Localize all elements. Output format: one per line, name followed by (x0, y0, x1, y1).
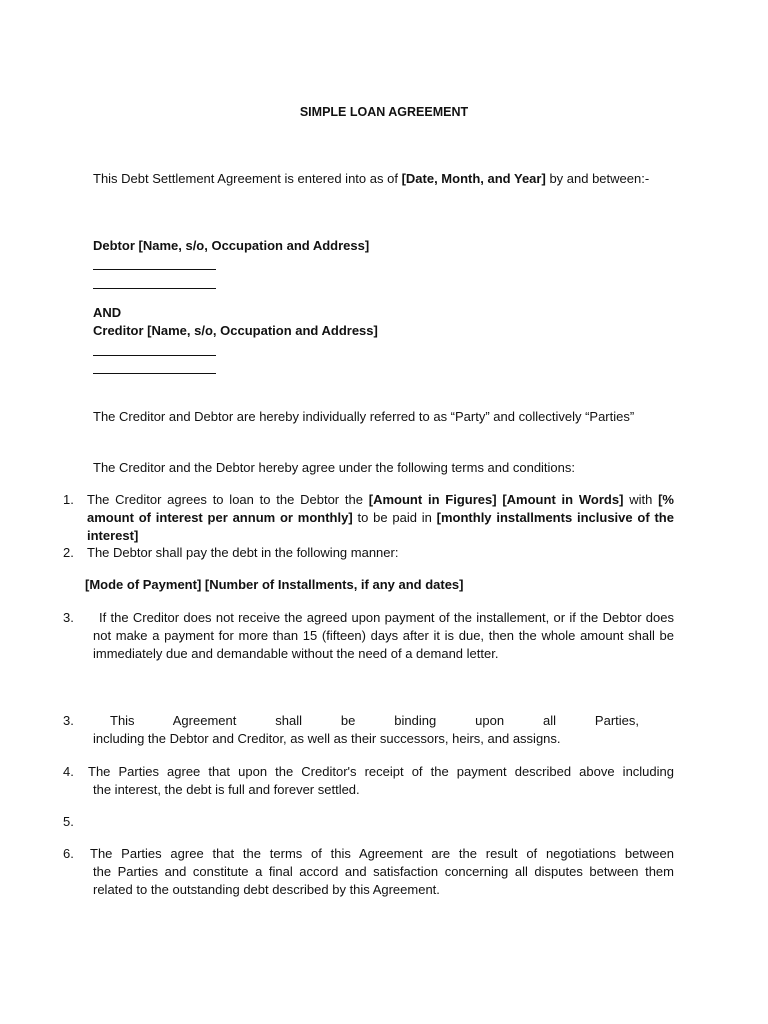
item-2-number: 2. (63, 545, 74, 560)
item-4-number: 4. (63, 764, 74, 779)
item-3b-line-2: including the Debtor and Creditor, as well as their successors, heirs, and assigns. (93, 731, 561, 746)
item-2-text: The Debtor shall pay the debt in the following manner: (87, 545, 399, 560)
item-5-number: 5. (63, 814, 74, 829)
item-6-line-1: The Parties agree that the terms of this Agreement are the result of negotiations between (90, 846, 674, 861)
amount-placeholder: [Amount in Figures] [Amount in Words] (368, 492, 624, 507)
debtor-line-2 (93, 288, 216, 289)
item-3b-number: 3. (63, 713, 74, 728)
interest-placeholder: [% amount of interest per annum or monthly] (87, 492, 674, 525)
creditor-line-2 (93, 373, 216, 374)
debtor-label: Debtor [Name, s/o, Occupation and Address] (93, 238, 370, 253)
date-placeholder: [Date, Month, and Year] (401, 171, 546, 186)
item-3b-line-1: This Agreement shall be binding upon all Parties, (110, 713, 639, 728)
and-label: AND (93, 305, 122, 320)
item-1-number: 1. (63, 492, 74, 507)
intro-text-before: This Debt Settlement Agreement is entered into as of (93, 171, 398, 186)
installment-placeholder: [monthly installments inclusive of the interest] (87, 510, 674, 543)
party-definition: The Creditor and Debtor are hereby individually referred to as “Party” and collectively “Parties” (93, 409, 635, 424)
intro-text-after: by and between:- (549, 171, 650, 186)
item-3-number: 3. (63, 610, 74, 625)
item-4-line-2: the interest, the debt is full and forever settled. (93, 782, 360, 797)
payment-mode-placeholder: [Mode of Payment] [Number of Installments, if any and dates] (85, 577, 464, 592)
agree-terms: The Creditor and the Debtor hereby agree under the following terms and conditions: (93, 460, 576, 475)
document-title: SIMPLE LOAN AGREEMENT (299, 105, 469, 119)
item-4-line-1: The Parties agree that upon the Creditor's receipt of the payment described above including (88, 764, 674, 779)
creditor-line-1 (93, 355, 216, 356)
creditor-label: Creditor [Name, s/o, Occupation and Address] (93, 323, 378, 338)
item-6-rest: the Parties and constitute a final accord and satisfaction concerning all disputes between them related to the outstanding debt described by this Agreement. (93, 864, 674, 897)
item-6-number: 6. (63, 846, 74, 861)
item-3-text: If the Creditor does not receive the agreed upon payment of the installement, or if the Debtor does not make a payment for more than 15 (fifteen) days after it is due, then the whole amount shall be immediately due and demandable without the need of a demand letter. (93, 610, 674, 661)
intro-paragraph (93, 170, 674, 188)
debtor-line-1 (93, 269, 216, 270)
item-1-text: The Creditor agrees to loan to the Debtor the [Amount in Figures] [Amount in Words] with [% amount of interest per annum or monthly] to be paid in [monthly installments inclusive of the interest] (87, 492, 674, 543)
